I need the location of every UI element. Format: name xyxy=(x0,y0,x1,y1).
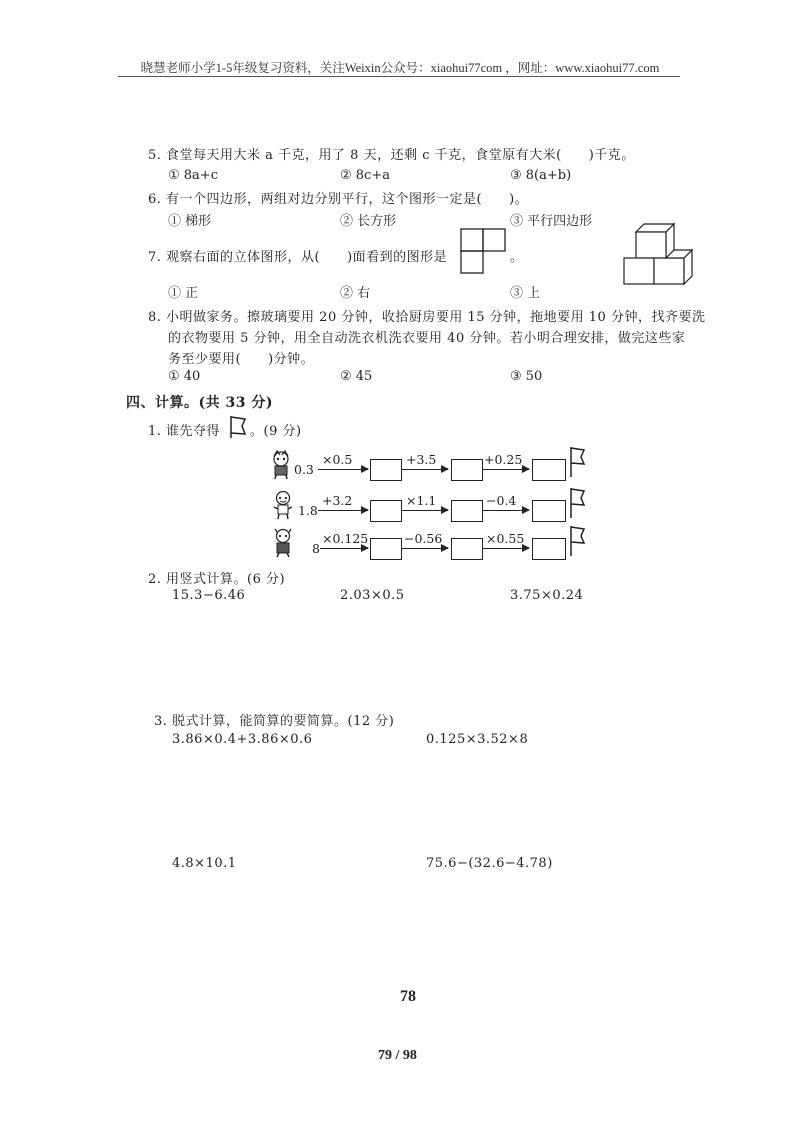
row-3-arrow-1 xyxy=(320,548,368,549)
part-2-title: 2. 用竖式计算。(6 分) xyxy=(148,572,286,587)
row-3-answer-1[interactable] xyxy=(370,538,402,560)
q8-option-1[interactable]: ① 40 xyxy=(168,369,201,384)
row-1-arrow-3 xyxy=(483,469,529,470)
row-1-answer-1[interactable] xyxy=(370,459,402,481)
part-3-title: 3. 脱式计算，能简算的要简算。(12 分) xyxy=(154,714,395,729)
row-3-flag-icon xyxy=(568,524,588,558)
question-8-line-3: 务至少要用( )分钟。 xyxy=(168,352,315,367)
row-2-start: 1.8 xyxy=(298,503,318,518)
mascot-icon xyxy=(270,490,296,520)
mascot-icon xyxy=(268,450,294,480)
step-calc-3: 4.8×10.1 xyxy=(172,856,237,871)
q6-option-2[interactable]: ② 长方形 xyxy=(340,214,397,229)
q5-option-1[interactable]: ① 8a+c xyxy=(168,168,218,183)
row-1-start: 0.3 xyxy=(294,462,314,477)
question-8-line-2: 的衣物要用 5 分钟，用全自动洗衣机洗衣要用 40 分钟。若小明合理安排，做完这些家 xyxy=(168,331,686,346)
page-count: 79 / 98 xyxy=(378,1048,417,1063)
q6-option-3[interactable]: ③ 平行四边形 xyxy=(510,214,593,229)
page-number: 78 xyxy=(400,988,416,1005)
part-1-tail: 。(9 分) xyxy=(250,424,302,439)
q7-option-2[interactable]: ② 右 xyxy=(340,286,371,301)
row-2-op-2: ×1.1 xyxy=(406,493,437,508)
row-3-answer-3[interactable] xyxy=(532,538,566,560)
row-3-arrow-2 xyxy=(402,548,448,549)
row-3-answer-2[interactable] xyxy=(451,538,483,560)
row-2-op-3: −0.4 xyxy=(486,493,517,508)
page-header: 晓慧老师小学1-5年级复习资料，关注Weixin公众号：xiaohui77com ，网址：www.xiaohui77.com xyxy=(140,61,660,75)
row-3-op-2: −0.56 xyxy=(404,531,443,546)
question-5: 5. 食堂每天用大米 a 千克，用了 8 天，还剩 c 千克，食堂原有大米( )千克。 xyxy=(148,148,635,163)
row-1-answer-2[interactable] xyxy=(451,459,483,481)
vertical-calc-2: 2.03×0.5 xyxy=(340,588,405,603)
q5-option-2[interactable]: ② 8c+a xyxy=(340,168,390,183)
row-1-arrow-1 xyxy=(318,469,368,470)
q5-option-3[interactable]: ③ 8(a+b) xyxy=(510,168,572,183)
row-2-answer-2[interactable] xyxy=(451,500,483,522)
row-3-start: 8 xyxy=(312,541,320,556)
question-7: 7. 观察右面的立体图形，从( )面看到的图形是 xyxy=(148,250,448,265)
cube-stack-icon xyxy=(622,222,696,288)
q7-option-3[interactable]: ③ 上 xyxy=(510,286,541,301)
row-2-arrow-1 xyxy=(318,510,368,511)
row-1-answer-3[interactable] xyxy=(532,459,566,481)
row-1-flag-icon xyxy=(568,445,588,479)
view-shape-icon xyxy=(460,228,508,276)
row-2-flag-icon xyxy=(568,486,588,520)
header-divider xyxy=(118,76,680,77)
section-4-title: 四、计算。(共 33 分) xyxy=(126,395,273,411)
question-7-tail: 。 xyxy=(510,250,524,265)
flag-icon xyxy=(228,414,250,440)
step-calc-1: 3.86×0.4+3.86×0.6 xyxy=(172,732,313,747)
row-2-op-1: +3.2 xyxy=(322,493,353,508)
vertical-calc-1: 15.3−6.46 xyxy=(172,588,246,603)
vertical-calc-3: 3.75×0.24 xyxy=(510,588,584,603)
q7-option-1[interactable]: ① 正 xyxy=(168,286,199,301)
row-2-answer-3[interactable] xyxy=(532,500,566,522)
step-calc-4: 75.6−(32.6−4.78) xyxy=(426,856,553,871)
row-1-op-2: +3.5 xyxy=(406,452,437,467)
row-2-arrow-3 xyxy=(483,510,529,511)
row-2-answer-1[interactable] xyxy=(370,500,402,522)
step-calc-2: 0.125×3.52×8 xyxy=(426,732,529,747)
question-6: 6. 有一个四边形，两组对边分别平行，这个图形一定是( )。 xyxy=(148,192,529,207)
row-3-op-1: ×0.125 xyxy=(322,531,369,546)
question-8-line-1: 8. 小明做家务。擦玻璃要用 20 分钟，收拾厨房要用 15 分钟，拖地要用 10 分钟，找齐要洗 xyxy=(148,310,706,325)
row-1-op-3: +0.25 xyxy=(484,452,523,467)
row-1-op-1: ×0.5 xyxy=(322,452,353,467)
part-1-title: 1. 谁先夺得 xyxy=(148,424,221,439)
q8-option-3[interactable]: ③ 50 xyxy=(510,369,543,384)
q8-option-2[interactable]: ② 45 xyxy=(340,369,373,384)
q6-option-1[interactable]: ① 梯形 xyxy=(168,214,212,229)
row-2-arrow-2 xyxy=(402,510,448,511)
row-3-op-3: ×0.55 xyxy=(486,531,525,546)
row-3-arrow-3 xyxy=(483,548,529,549)
mascot-icon xyxy=(270,528,296,558)
row-1-arrow-2 xyxy=(402,469,448,470)
